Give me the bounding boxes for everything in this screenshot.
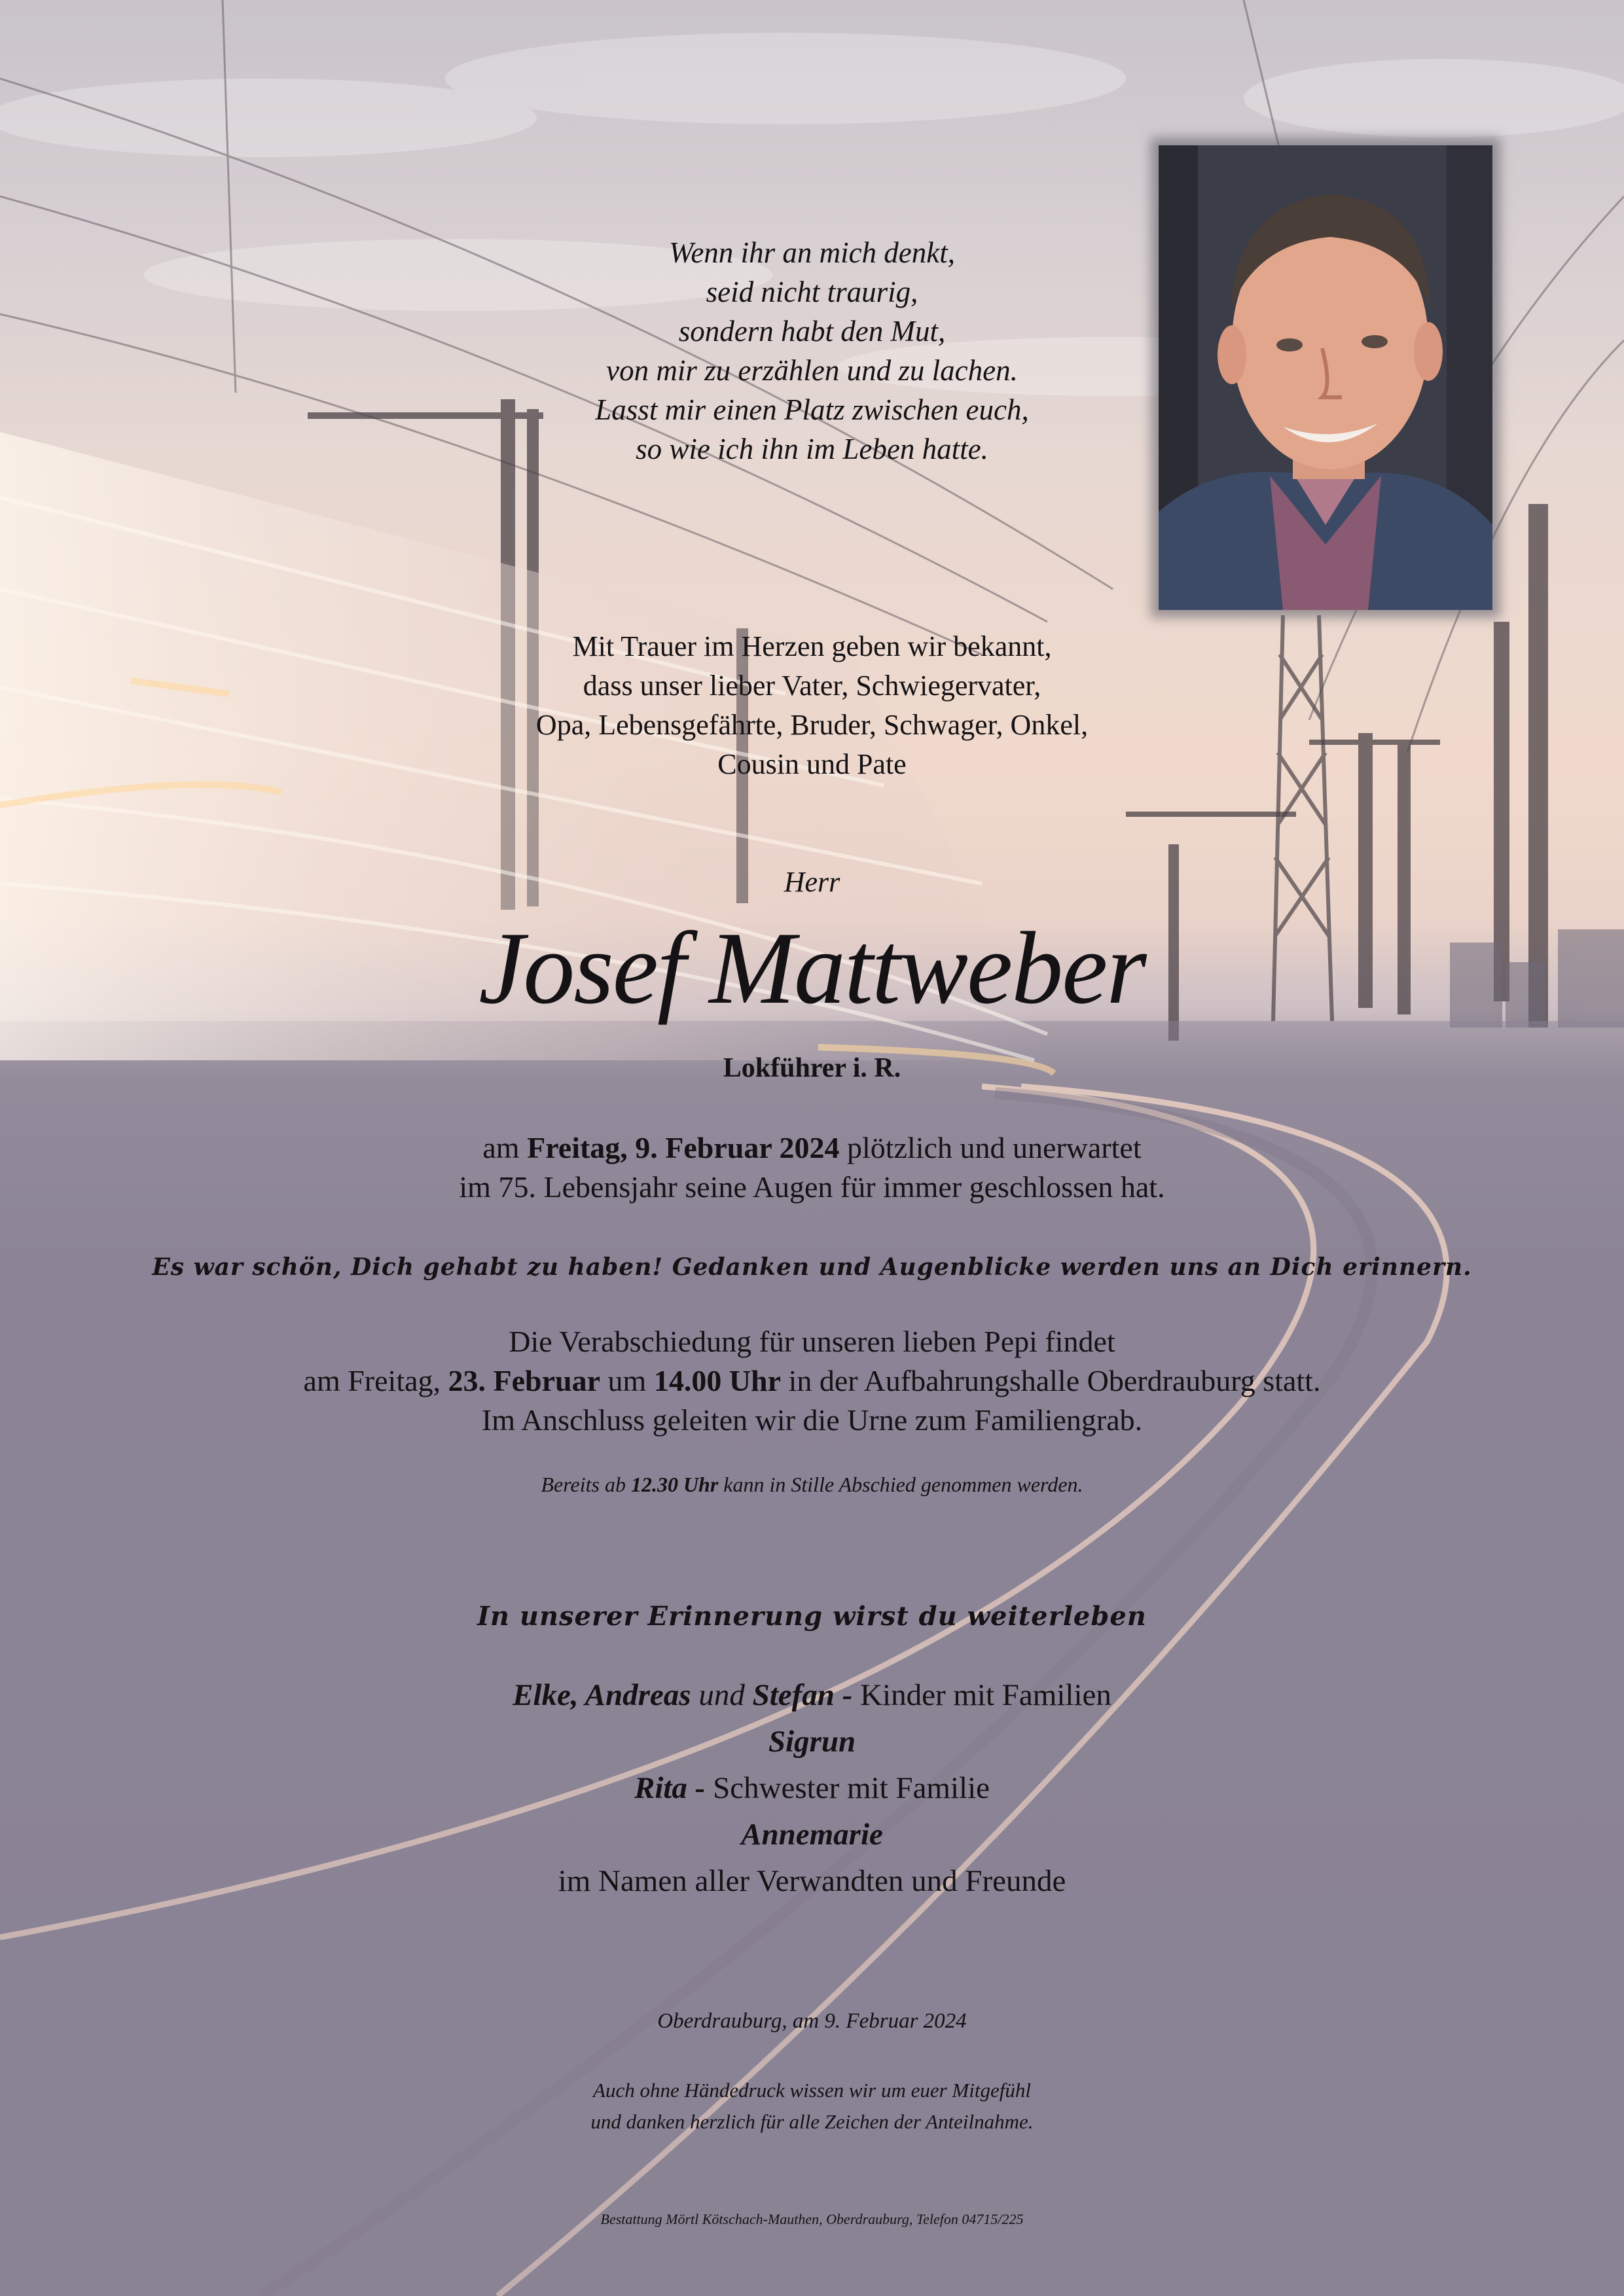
funeral-text: um [600, 1364, 654, 1397]
family-line-annemarie: Annemarie [741, 1818, 883, 1852]
thanks-line: und danken herzlich für alle Zeichen der Anteilnahme. [590, 2110, 1034, 2133]
funeral-date: 23. Februar [448, 1364, 601, 1397]
family-text: Schwester mit Familie [705, 1771, 990, 1805]
announcement-line: Mit Trauer im Herzen geben wir bekannt, [572, 630, 1052, 662]
family-names: Stefan - [752, 1678, 853, 1712]
death-line-2: im 75. Lebensjahr seine Augen für immer geschlossen hat. [459, 1170, 1165, 1204]
death-suffix: plötzlich und unerwartet [839, 1131, 1142, 1164]
thanks-line: Auch ohne Händedruck wissen wir um euer Mitgefühl [593, 2079, 1031, 2102]
viewing-time: 12.30 Uhr [630, 1473, 719, 1496]
motto: Es war schön, Dich gehabt zu haben! Gedanken und Augenblicke werden uns an Dich erinnern. [152, 1253, 1472, 1281]
family-list [0, 1672, 1624, 1905]
funeral-text: in der Aufbahrungshalle Oberdrauburg statt. [781, 1364, 1321, 1397]
family-text: Kinder mit Familien [852, 1678, 1111, 1712]
death-notice [0, 1128, 1624, 1207]
poem-line: Lasst mir einen Platz zwischen euch, [595, 393, 1029, 426]
family-line-rita [0, 1765, 1624, 1812]
poem [0, 233, 1624, 469]
funeral-line-1: Die Verabschiedung für unseren lieben Pepi findet [509, 1325, 1115, 1358]
thanks [0, 2075, 1624, 2138]
deceased-name: Josef Mattweber [478, 911, 1146, 1026]
viewing-info [0, 1473, 1624, 1497]
family-line-sigrun: Sigrun [768, 1725, 856, 1759]
announcement-line: Cousin und Pate [717, 748, 907, 780]
memory-heading: In unserer Erinnerung wirst du weiterleben [477, 1601, 1147, 1632]
announcement [0, 627, 1624, 784]
funeral-text: am Freitag, [303, 1364, 448, 1397]
death-line-1 [0, 1128, 1624, 1168]
place-date: Oberdrauburg, am 9. Februar 2024 [657, 2009, 967, 2033]
family-names: Elke, Andreas [513, 1678, 691, 1712]
poem-line: von mir zu erzählen und zu lachen. [606, 354, 1018, 387]
death-date: Freitag, 9. Februar 2024 [527, 1131, 840, 1164]
viewing-text: Bereits ab [541, 1473, 631, 1496]
family-line-relatives: im Namen aller Verwandten und Freunde [558, 1864, 1066, 1898]
poem-line: so wie ich ihn im Leben hatte. [636, 433, 988, 465]
salutation: Herr [784, 866, 840, 898]
family-names: Rita - [634, 1771, 706, 1805]
poem-line: seid nicht traurig, [706, 276, 918, 308]
family-text: und [691, 1678, 753, 1712]
funeral-line-3: Im Anschluss geleiten wir die Urne zum Familiengrab. [481, 1403, 1143, 1437]
poem-line: sondern habt den Mut, [678, 315, 946, 348]
funeral-line-2 [0, 1361, 1624, 1401]
family-line-children [0, 1672, 1624, 1719]
announcement-line: Opa, Lebensgefährte, Bruder, Schwager, Onkel, [535, 709, 1089, 741]
announcement-line: dass unser lieber Vater, Schwiegervater, [583, 670, 1041, 702]
funeral-home-footer: Bestattung Mörtl Kötschach-Mauthen, Oberdrauburg, Telefon 04715/225 [600, 2211, 1024, 2227]
viewing-text: kann in Stille Abschied genommen werden. [718, 1473, 1083, 1496]
funeral-info [0, 1322, 1624, 1440]
poem-line: Wenn ihr an mich denkt, [668, 236, 955, 269]
occupation: Lokführer i. R. [723, 1053, 901, 1083]
funeral-time: 14.00 Uhr [653, 1364, 782, 1397]
death-prefix: am [482, 1131, 528, 1164]
